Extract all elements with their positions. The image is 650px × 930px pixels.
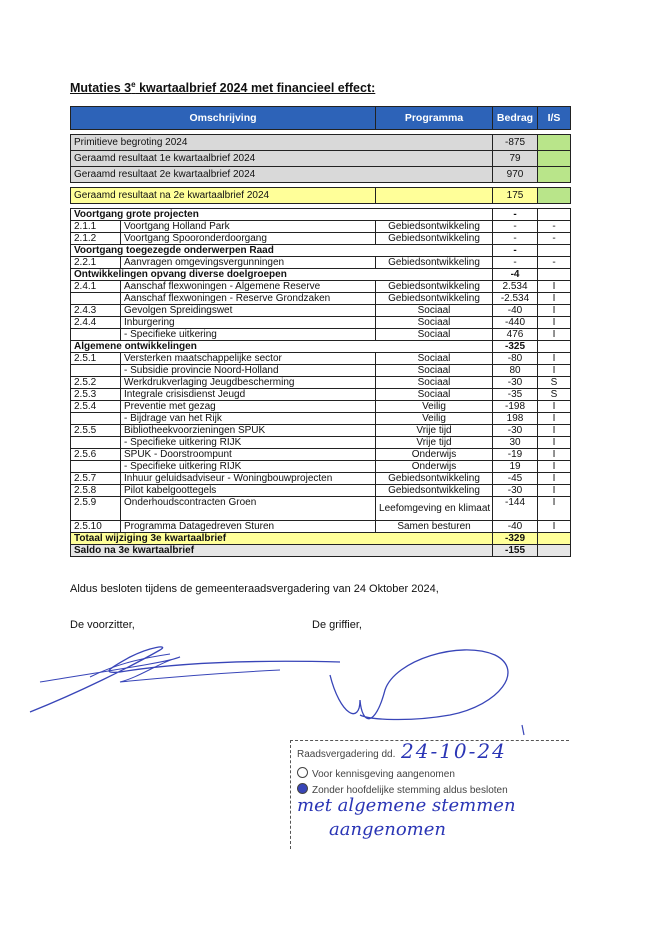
table-cell: -144 [493, 497, 538, 521]
table-cell: I [538, 473, 571, 485]
table-cell: Integrale crisisdienst Jeugd [121, 389, 376, 401]
table-row [71, 257, 571, 269]
table-cell: 970 [493, 167, 538, 183]
table-cell: 79 [493, 151, 538, 167]
table-cell: - Specifieke uitkering RIJK [121, 437, 376, 449]
table-row [71, 425, 571, 437]
table-cell: Versterken maatschappelijke sector [121, 353, 376, 365]
table-cell: Onderwijs [376, 461, 493, 473]
table-cell [538, 167, 571, 183]
table-cell [538, 341, 571, 353]
section-row [71, 269, 571, 281]
table-cell: 198 [493, 413, 538, 425]
total-row [71, 533, 571, 545]
radio-filled-icon [297, 783, 308, 794]
table-cell: - [493, 245, 538, 257]
table-cell: 2.1.2 [71, 233, 121, 245]
table-cell: Gebiedsontwikkeling [376, 293, 493, 305]
table-row [71, 281, 571, 293]
table-row [71, 473, 571, 485]
table-cell: 2.5.8 [71, 485, 121, 497]
table-cell [538, 151, 571, 167]
table-cell [538, 188, 571, 204]
table-row [71, 389, 571, 401]
section-row [71, 341, 571, 353]
table-cell: - [538, 221, 571, 233]
table-row [71, 521, 571, 533]
table-cell: 2.5.5 [71, 425, 121, 437]
table-cell [538, 135, 571, 151]
table-cell: I [538, 521, 571, 533]
table-cell: -35 [493, 389, 538, 401]
table-cell: Werkdrukverlaging Jeugdbescherming [121, 377, 376, 389]
table-cell: Aanschaf flexwoningen - Algemene Reserve [121, 281, 376, 293]
table-cell: 2.5.9 [71, 497, 121, 521]
table-cell: - [493, 221, 538, 233]
council-stamp [290, 740, 569, 849]
table-cell: Voortgang grote projecten [71, 209, 493, 221]
table-cell: Veilig [376, 413, 493, 425]
table-cell: Programma Datagedreven Sturen [121, 521, 376, 533]
stamp-meeting-label: Raadsvergadering dd. [297, 749, 396, 760]
table-row [71, 305, 571, 317]
decision-text: Aldus besloten tijdens de gemeenteraadsvergadering van 24 Oktober 2024, [70, 583, 439, 595]
table-cell: I [538, 401, 571, 413]
table-cell: Voortgang toegezegde onderwerpen Raad [71, 245, 493, 257]
table-cell: Sociaal [376, 305, 493, 317]
table-cell: 175 [493, 188, 538, 204]
table-cell: Gebiedsontwikkeling [376, 281, 493, 293]
page-title: Mutaties 3e kwartaalbrief 2024 met financieel effect: [70, 80, 376, 96]
table-cell: Aanschaf flexwoningen - Reserve Grondzaken [121, 293, 376, 305]
table-cell: Primitieve begroting 2024 [71, 135, 493, 151]
saldo-row [71, 545, 571, 557]
table-cell: - Subsidie provincie Noord-Holland [121, 365, 376, 377]
clerk-signature [300, 630, 530, 740]
table-cell: Gebiedsontwikkeling [376, 221, 493, 233]
table-cell: -325 [493, 341, 538, 353]
table-cell: Vrije tijd [376, 437, 493, 449]
table-row [71, 401, 571, 413]
stamp-meeting-date: 24-10-24 [401, 739, 507, 763]
table-cell: - Bijdrage van het Rijk [121, 413, 376, 425]
table-cell [71, 437, 121, 449]
stamp-option-1: Voor kennisgeving aangenomen [297, 767, 455, 780]
table-cell: S [538, 377, 571, 389]
table-cell: Voortgang Holland Park [121, 221, 376, 233]
table-cell: Ontwikkelingen opvang diverse doelgroepen [71, 269, 493, 281]
stamp-handwritten-line1: met algemene stemmen [297, 795, 516, 816]
table-row [71, 188, 571, 204]
table-row [71, 293, 571, 305]
table-row [71, 497, 571, 521]
table-row [71, 485, 571, 497]
table-cell: 2.1.1 [71, 221, 121, 233]
table-cell: -155 [493, 545, 538, 557]
table-cell: I [538, 317, 571, 329]
table-cell: - [538, 233, 571, 245]
table-cell: I [538, 425, 571, 437]
header-programma: Programma [376, 107, 493, 130]
table-cell: 2.5.3 [71, 389, 121, 401]
table-cell: Gebiedsontwikkeling [376, 233, 493, 245]
table-cell: -198 [493, 401, 538, 413]
table-cell: Onderhoudscontracten Groen [121, 497, 376, 521]
table-cell: -329 [493, 533, 538, 545]
table-cell: Algemene ontwikkelingen [71, 341, 493, 353]
table-cell [71, 329, 121, 341]
table-cell [538, 245, 571, 257]
clerk-label: De griffier, [312, 619, 362, 631]
table-cell: 80 [493, 365, 538, 377]
table-cell: Bibliotheekvoorzieningen SPUK [121, 425, 376, 437]
table-cell: Geraamd resultaat na 2e kwartaalbrief 2024 [71, 188, 376, 204]
header-is: I/S [538, 107, 571, 130]
table-cell: Geraamd resultaat 2e kwartaalbrief 2024 [71, 167, 493, 183]
table-cell: Gebiedsontwikkeling [376, 473, 493, 485]
table-cell: Samen besturen [376, 521, 493, 533]
table-cell: I [538, 365, 571, 377]
section-row [71, 209, 571, 221]
table-cell: Totaal wijziging 3e kwartaalbrief [71, 533, 493, 545]
stamp-option-2: Zonder hoofdelijke stemming aldus besloten [297, 783, 508, 796]
table-cell: 2.4.3 [71, 305, 121, 317]
table-cell: Onderwijs [376, 449, 493, 461]
table-cell: -440 [493, 317, 538, 329]
table-cell: I [538, 449, 571, 461]
table-cell: Sociaal [376, 389, 493, 401]
table-cell: Sociaal [376, 317, 493, 329]
table-cell: Gevolgen Spreidingswet [121, 305, 376, 317]
chair-label: De voorzitter, [70, 619, 135, 631]
table-row [71, 437, 571, 449]
table-cell: I [538, 353, 571, 365]
table-cell: -30 [493, 485, 538, 497]
table-cell: 2.4.1 [71, 281, 121, 293]
header-bedrag: Bedrag [493, 107, 538, 130]
table-cell: I [538, 461, 571, 473]
table-cell: -30 [493, 425, 538, 437]
table-row [71, 329, 571, 341]
table-row [71, 461, 571, 473]
table-cell: I [538, 293, 571, 305]
table-cell: Veilig [376, 401, 493, 413]
table-cell: -19 [493, 449, 538, 461]
table-cell [376, 188, 493, 204]
table-cell [538, 545, 571, 557]
table-cell: Saldo na 3e kwartaalbrief [71, 545, 493, 557]
table-cell: I [538, 329, 571, 341]
table-cell: -4 [493, 269, 538, 281]
table-cell [71, 293, 121, 305]
table-cell: - Specifieke uitkering RIJK [121, 461, 376, 473]
table-cell: Vrije tijd [376, 425, 493, 437]
table-cell: -2.534 [493, 293, 538, 305]
table-cell: -45 [493, 473, 538, 485]
stamp-handwritten-line2: aangenomen [329, 819, 446, 840]
table-row [71, 413, 571, 425]
table-cell: -875 [493, 135, 538, 151]
table-row [71, 233, 571, 245]
table-cell: Inhuur geluidsadviseur - Woningbouwprojecten [121, 473, 376, 485]
table-row [71, 151, 571, 167]
table-cell: 2.5.7 [71, 473, 121, 485]
table-row [71, 353, 571, 365]
section-row [71, 245, 571, 257]
table-cell: 2.2.1 [71, 257, 121, 269]
table-cell: -40 [493, 305, 538, 317]
table-cell: - [493, 257, 538, 269]
table-cell [71, 365, 121, 377]
table-cell [538, 269, 571, 281]
table-cell: I [538, 485, 571, 497]
table-cell: Gebiedsontwikkeling [376, 257, 493, 269]
table-cell: Sociaal [376, 365, 493, 377]
table-cell: 19 [493, 461, 538, 473]
table-cell: I [538, 281, 571, 293]
table-cell [71, 461, 121, 473]
table-row [71, 365, 571, 377]
table-cell: - [538, 257, 571, 269]
table-cell: Sociaal [376, 329, 493, 341]
table-row [71, 377, 571, 389]
table-cell: Pilot kabelgoottegels [121, 485, 376, 497]
table-cell: Inburgering [121, 317, 376, 329]
table-cell: Leefomgeving en klimaat [376, 497, 493, 521]
table-cell: 2.5.4 [71, 401, 121, 413]
table-cell: - [493, 209, 538, 221]
table-cell: Aanvragen omgevingsvergunningen [121, 257, 376, 269]
table-cell: 476 [493, 329, 538, 341]
table-cell [71, 413, 121, 425]
table-row [71, 221, 571, 233]
radio-empty-icon [297, 767, 308, 778]
table-cell [538, 533, 571, 545]
table-cell: -80 [493, 353, 538, 365]
table-cell: 2.534 [493, 281, 538, 293]
table-row [71, 135, 571, 151]
table-row [71, 167, 571, 183]
table-cell: Gebiedsontwikkeling [376, 485, 493, 497]
table-cell: 2.5.1 [71, 353, 121, 365]
table-cell: Voortgang Spooronderdoorgang [121, 233, 376, 245]
mutaties-table [70, 106, 571, 557]
table-cell: I [538, 497, 571, 521]
table-cell: I [538, 413, 571, 425]
table-cell: SPUK - Doorstroompunt [121, 449, 376, 461]
table-header [71, 107, 571, 130]
table-cell: Sociaal [376, 353, 493, 365]
table-cell: I [538, 305, 571, 317]
table-cell: 2.4.4 [71, 317, 121, 329]
table-row [71, 317, 571, 329]
table-cell: S [538, 389, 571, 401]
table-cell: 2.5.10 [71, 521, 121, 533]
header-omschrijving: Omschrijving [71, 107, 376, 130]
table-cell: -40 [493, 521, 538, 533]
table-row [71, 449, 571, 461]
table-cell: 30 [493, 437, 538, 449]
table-cell: Preventie met gezag [121, 401, 376, 413]
table-cell: - Specifieke uitkering [121, 329, 376, 341]
table-cell [538, 209, 571, 221]
table-cell: -30 [493, 377, 538, 389]
table-cell: - [493, 233, 538, 245]
table-cell: Geraamd resultaat 1e kwartaalbrief 2024 [71, 151, 493, 167]
table-cell: I [538, 437, 571, 449]
table-cell: 2.5.2 [71, 377, 121, 389]
table-cell: Sociaal [376, 377, 493, 389]
table-cell: 2.5.6 [71, 449, 121, 461]
